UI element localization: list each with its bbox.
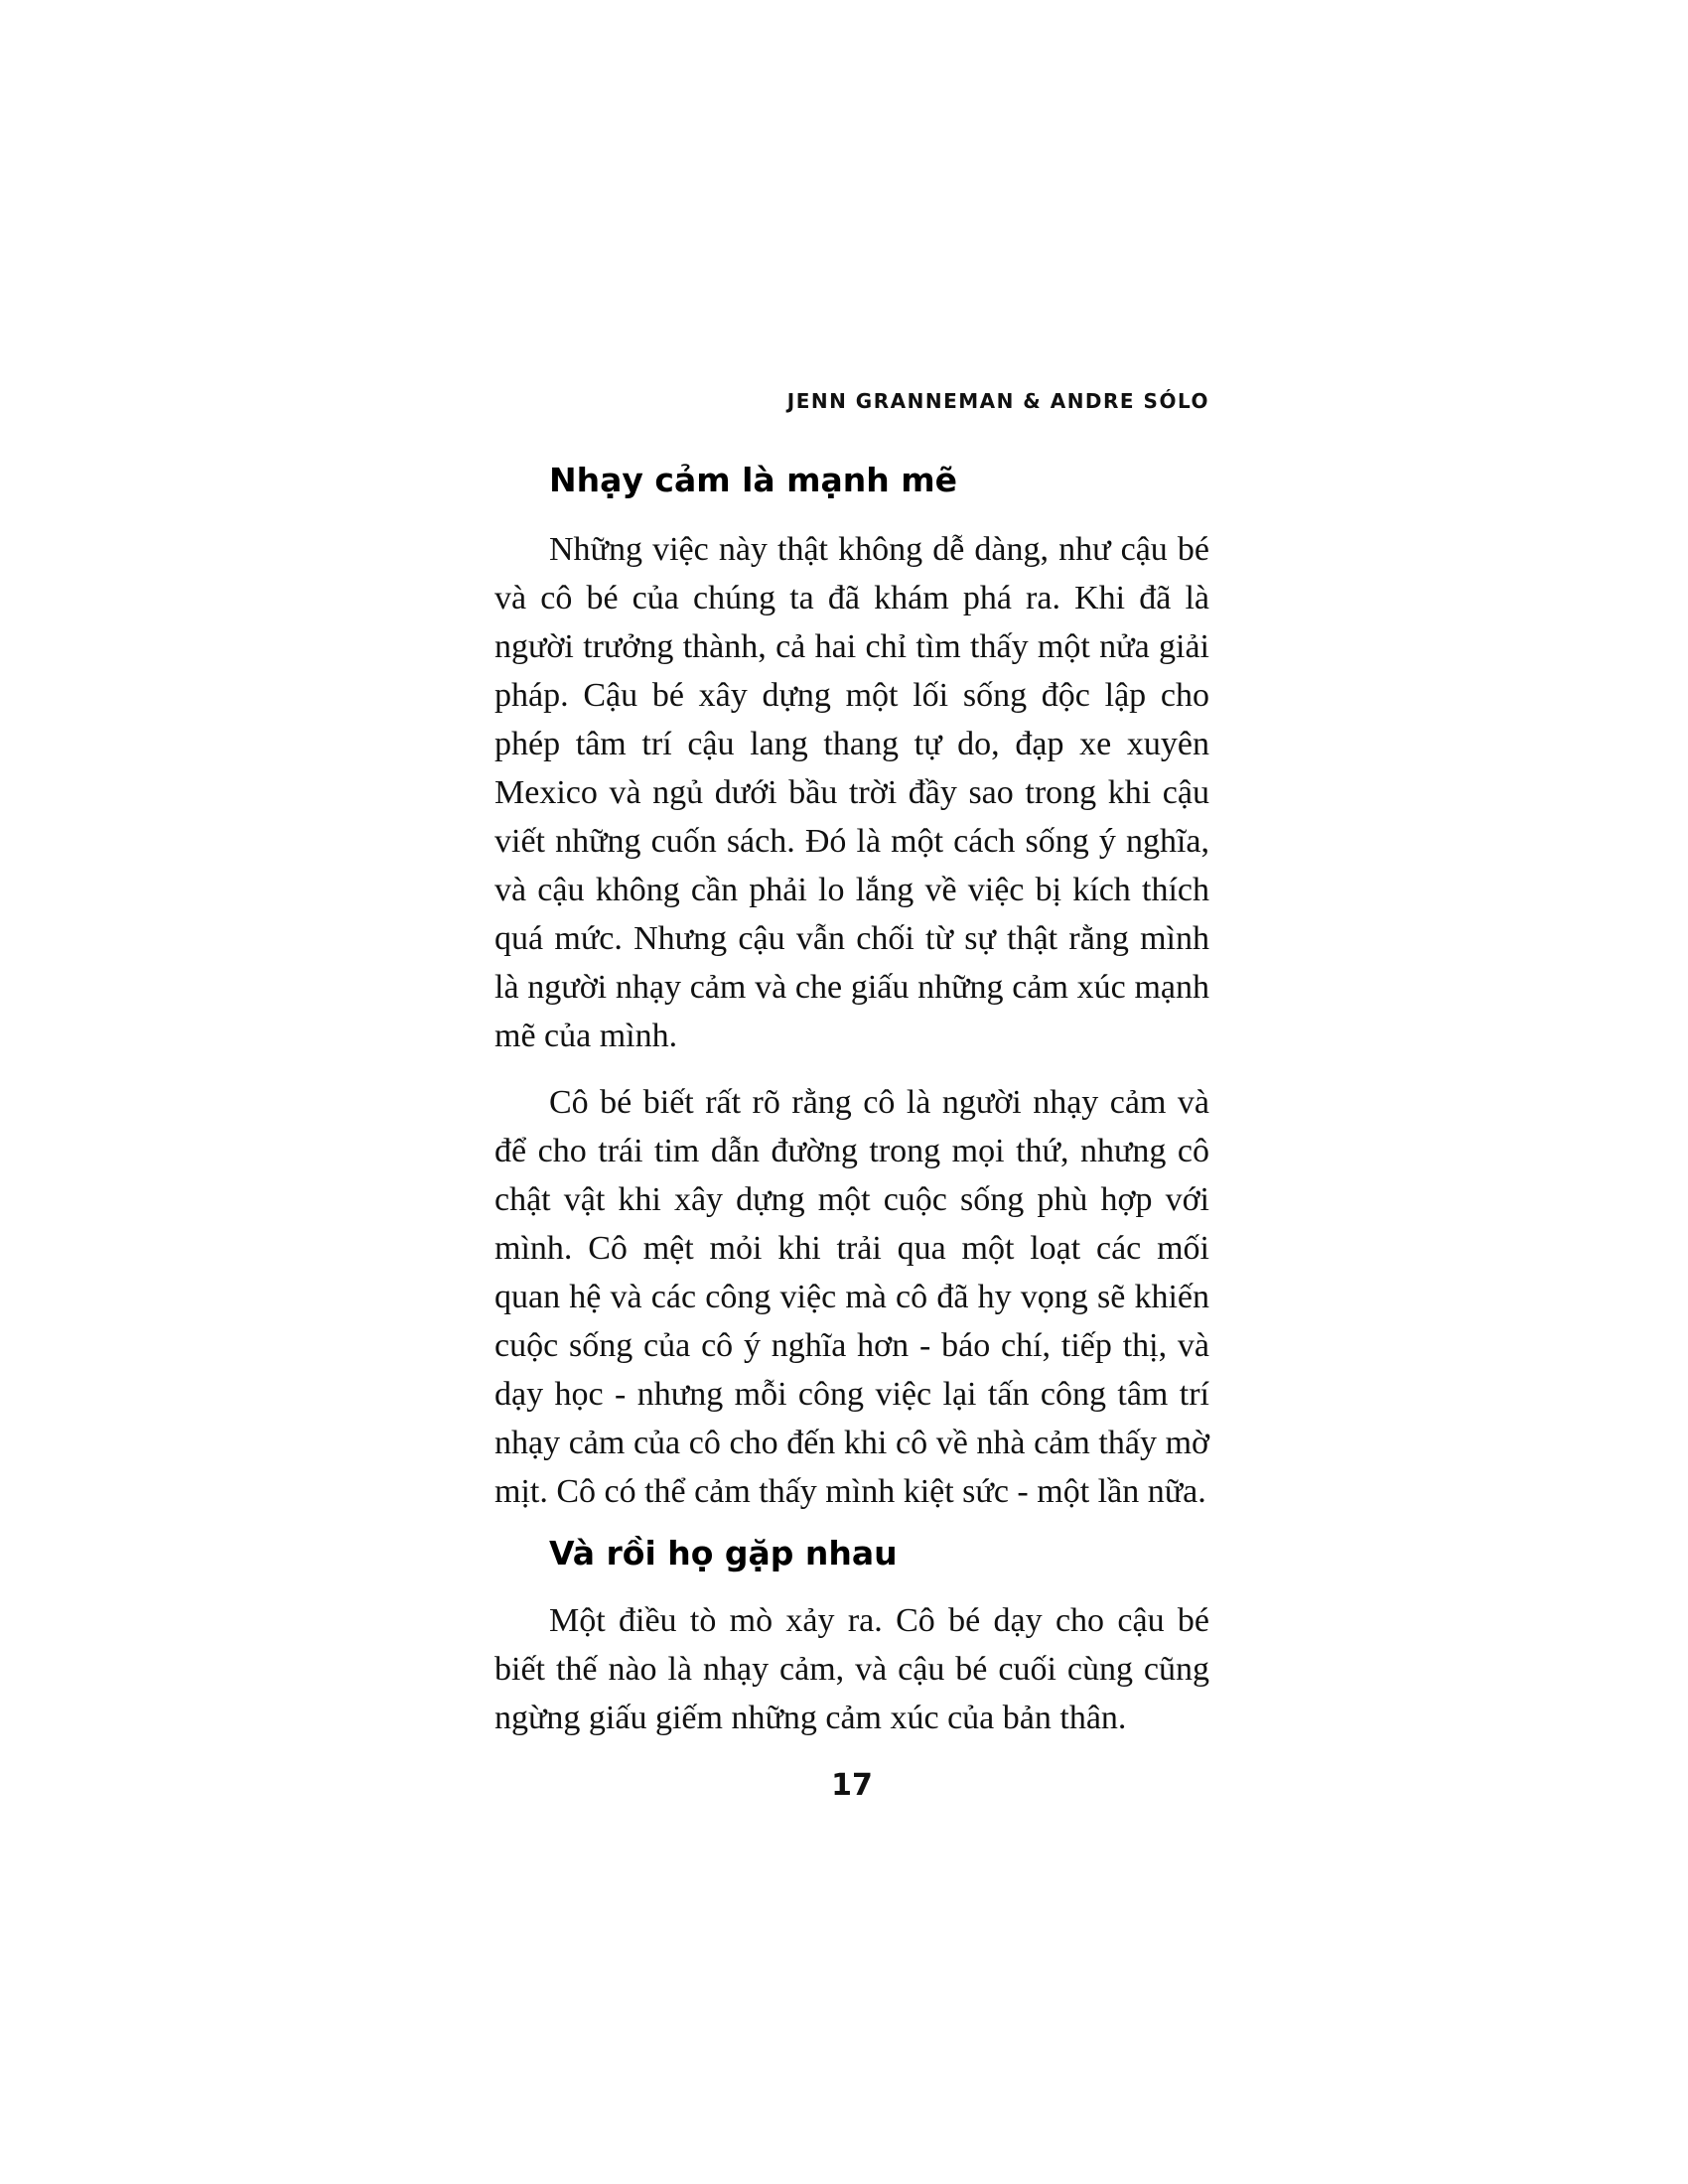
section-heading-sensitivity-is-strength: Nhạy cảm là mạnh mẽ (549, 461, 958, 499)
section-heading-and-then-they-met: Và rồi họ gặp nhau (549, 1534, 898, 1572)
page-number: 17 (831, 1768, 873, 1803)
content-column (494, 389, 1209, 1803)
running-header-authors: JENN GRANNEMAN & ANDRE SÓLO (786, 389, 1209, 413)
body-paragraph-1: Những việc này thật không dễ dàng, như cậu bé và cô bé của chúng ta đã khám phá ra. Khi đã là người trưởng thành, cả hai chỉ tìm thấy một nửa giải pháp. Cậu bé xây dựng một lối sống độc lập cho phép tâm trí cậu lang thang tự do, đạp xe xuyên Mexico và ngủ dưới bầu trời đầy sao trong khi cậu viết những cuốn sách. Đó là một cách sống ý nghĩa, và cậu không cần phải lo lắng về việc bị kích thích quá mức. Nhưng cậu vẫn chối từ sự thật rằng mình là người nhạy cảm và che giấu những cảm xúc mạnh mẽ của mình. (494, 531, 1209, 1054)
body-paragraph-3: Một điều tò mò xảy ra. Cô bé dạy cho cậu bé biết thế nào là nhạy cảm, và cậu bé cuối cùng cũng ngừng giấu giếm những cảm xúc của bản thân. (494, 1602, 1209, 1736)
body-paragraph-2: Cô bé biết rất rõ rằng cô là người nhạy cảm và để cho trái tim dẫn đường trong mọi thứ, nhưng cô chật vật khi xây dựng một cuộc sống phù hợp với mình. Cô mệt mỏi khi trải qua một loạt các mối quan hệ và các công việc mà cô đã hy vọng sẽ khiến cuộc sống của cô ý nghĩa hơn - báo chí, tiếp thị, và dạy học - nhưng mỗi công việc lại tấn công tâm trí nhạy cảm của cô cho đến khi cô về nhà cảm thấy mờ mịt. Cô có thể cảm thấy mình kiệt sức - một lần nữa. (494, 1084, 1209, 1510)
